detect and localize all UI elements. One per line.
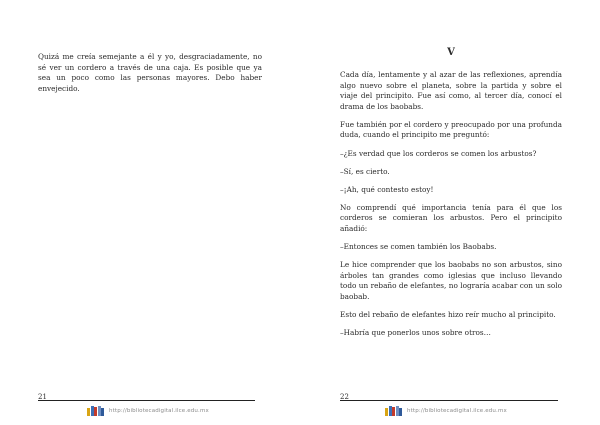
paragraph: –Entonces se comen también los Baobabs.	[340, 242, 497, 252]
paragraph: –¿Es verdad que los corderos se comen los arbustos?	[340, 148, 537, 158]
paragraph: –Sí, es cierto.	[340, 166, 390, 176]
library-logo-icon	[385, 406, 403, 416]
footer	[87, 405, 209, 416]
paragraph: Le hice comprender que los baobabs no son arbustos, sino árboles tan grandes como iglesias que incluso llevando todo un rebaño de elefantes, no lograría acabar con un solo baobab.	[340, 260, 562, 301]
right-page	[300, 0, 600, 425]
paragraph: –Habría que ponerlos unos sobre otros…	[340, 328, 491, 338]
left-page-text	[38, 52, 262, 102]
footer-rule	[38, 400, 255, 401]
paragraph: Fue también por el cordero y preocupado por una profunda duda, cuando el principito me preguntó:	[340, 119, 562, 140]
page-number: 21	[38, 393, 47, 401]
library-logo-icon	[87, 406, 105, 416]
chapter-title: V	[447, 47, 455, 58]
footer-rule	[340, 400, 558, 401]
paragraph: –¡Ah, qué contesto estoy!	[340, 184, 434, 194]
footer-url[interactable]: http://bibliotecadigital.ilce.edu.mx	[108, 407, 209, 414]
footer	[385, 405, 507, 416]
footer-url[interactable]: http://bibliotecadigital.ilce.edu.mx	[406, 407, 507, 414]
paragraph: No comprendí qué importancia tenía para él que los corderos se comieran los arbustos. Pero el principito añadió:	[340, 202, 562, 234]
paragraph: Cada día, lentamente y al azar de las reflexiones, aprendía algo nuevo sobre el planeta, sobre la partida y sobre el viaje del principito. Fue así como, al tercer día, conocí el drama de los baobabs.	[340, 70, 562, 111]
right-page-text	[340, 70, 562, 346]
paragraph: Quizá me creía semejante a él y yo, desgraciadamente, no sé ver un cordero a través de una caja. Es posible que ya sea un poco como las personas mayores. Debo haber envejecido.	[38, 52, 262, 93]
page-number: 22	[340, 393, 349, 401]
paragraph: Esto del rebaño de elefantes hizo reír mucho al principito.	[340, 310, 556, 320]
